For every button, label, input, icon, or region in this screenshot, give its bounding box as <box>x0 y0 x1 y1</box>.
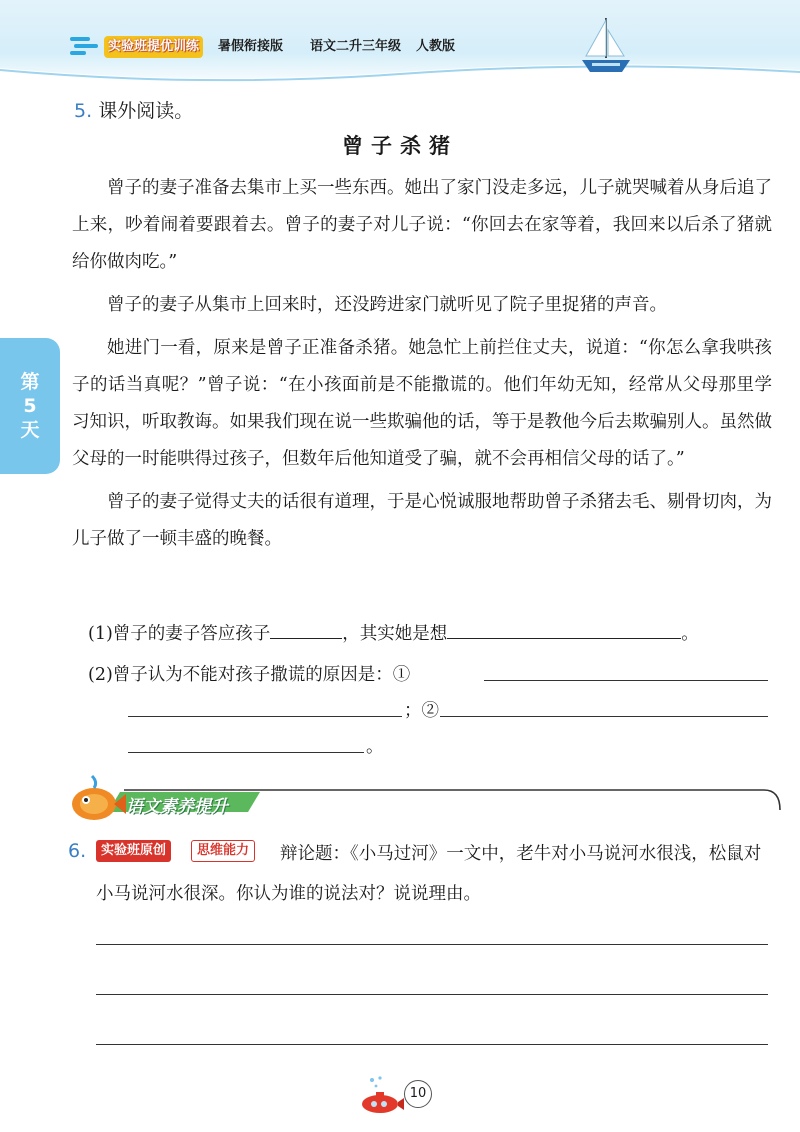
passage-paragraph: 曾子的妻子觉得丈夫的话很有道理，于是心悦诚服地帮助曾子杀猪去毛、剔骨切肉，为儿子做了一顿丰盛的晚餐。 <box>72 492 772 549</box>
sub-question-1-end: 。 <box>681 624 699 644</box>
sub-question-2-prefix: (2)曾子认为不能对孩子撒谎的原因是：① <box>88 665 411 685</box>
sub-question-1 <box>88 616 699 649</box>
day-tab-suffix: 天 <box>20 419 40 441</box>
answer-line-2c[interactable] <box>440 716 768 717</box>
answer-line-6b[interactable] <box>96 994 768 995</box>
story-title: 曾子杀猪 <box>342 133 458 158</box>
answer-line-6c[interactable] <box>96 1044 768 1045</box>
sub-question-2 <box>88 660 410 690</box>
reading-passage <box>72 170 772 564</box>
subject-grade-label: 语文二升三年级 <box>310 39 402 54</box>
question-6-text: 辩论题：《小马过河》一文中，老牛对小马说河水很浅，松鼠对小马说河水很深。你认为谁的说法对？说说理由。 <box>96 844 762 904</box>
answer-blank-1a[interactable] <box>270 616 342 639</box>
sailboat-icon <box>578 14 634 78</box>
passage-paragraph: 曾子的妻子从集市上回来时，还没跨进家门就听见了院子里捉猪的声音。 <box>107 295 667 315</box>
original-badge: 实验班原创 <box>96 840 171 862</box>
answer-line-2d[interactable] <box>128 752 364 753</box>
sub-question-1-middle: ，其实她是想 <box>342 624 448 644</box>
section-label: 语文素养提升 <box>126 797 228 817</box>
page-number: 10 <box>404 1080 432 1108</box>
sub-question-2-end: 。 <box>366 737 384 757</box>
publisher-label: 人教版 <box>416 39 456 54</box>
day-tab-number: 5 <box>23 395 37 417</box>
question-6-number: 6. <box>68 840 87 862</box>
day-tab-prefix: 第 <box>20 371 40 393</box>
logo-icon <box>68 34 102 58</box>
answer-blank-1b[interactable] <box>447 616 681 639</box>
sub-question-1-prefix: (1)曾子的妻子答应孩子 <box>88 624 271 644</box>
passage-paragraph: 曾子的妻子准备去集市上买一些东西。她出了家门没走多远，儿子就哭喊着从身后追了上来，吵着闹着要跟着去。曾子的妻子对儿子说：“你回去在家等着，我回来以后杀了猪就给你做肉吃。” <box>72 178 772 272</box>
question-5-heading <box>74 96 193 123</box>
passage-paragraph: 她进门一看，原来是曾子正准备杀猪。她急忙上前拦住丈夫，说道：“你怎么拿我哄孩子的话当真呢？”曾子说：“在小孩面前是不能撒谎的。他们年幼无知，经常从父母那里学习知识，听取教诲。如果我们现在说一些欺骗他的话，等于是教他今后去欺骗别人。虽然做父母的一时能哄得过孩子，但数年后他知道受了骗，就不会再相信父母的话了。” <box>72 338 772 469</box>
answer-line-2b[interactable] <box>128 716 402 717</box>
question-5-number: 5. <box>74 100 93 122</box>
answer-line-6a[interactable] <box>96 944 768 945</box>
question-5-instruction: 课外阅读。 <box>98 100 194 122</box>
sub-question-2-middle: ；② <box>404 701 439 721</box>
brand-badge: 实验班提优训练 <box>104 36 203 58</box>
answer-line-2a[interactable] <box>484 680 768 681</box>
skill-badge: 思维能力 <box>191 840 255 862</box>
day-tab <box>0 338 60 474</box>
submarine-icon <box>358 1074 408 1118</box>
edition-label: 暑假衔接版 <box>218 39 284 54</box>
header-wave-decoration <box>0 58 800 88</box>
